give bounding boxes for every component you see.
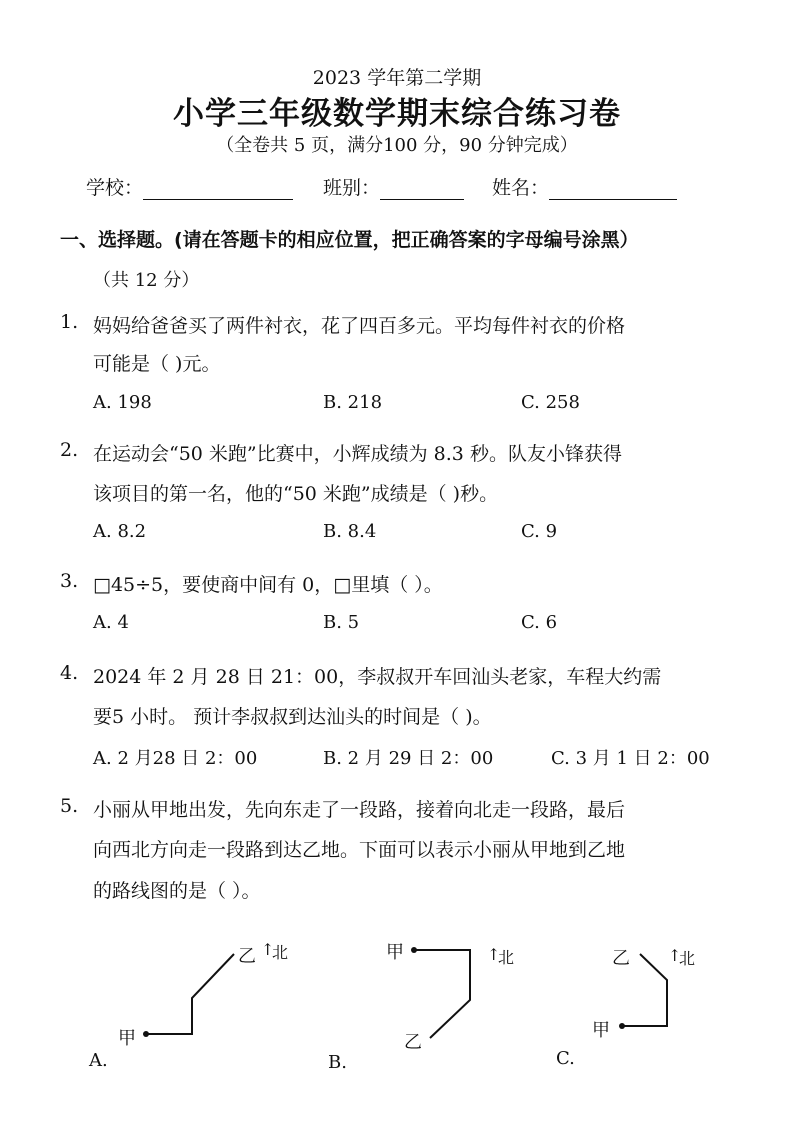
question-text: 妈妈给爸爸买了两件衬衣，花了四百多元。平均每件衬衣的价格 <box>93 315 626 337</box>
label-jia-b: 甲 <box>386 942 404 963</box>
north-label-c: 北 <box>679 949 696 968</box>
question-number: 5. <box>60 795 79 817</box>
question-text: 可能是（ )元。 <box>93 353 221 375</box>
option-b[interactable]: B. 8.4 <box>323 521 377 542</box>
exam-title: 小学三年级数学期末综合练习卷 <box>173 96 621 132</box>
exam-subtitle: （全卷共 5 页，满分100 分，90 分钟完成） <box>216 135 578 156</box>
class-label: 班别： <box>323 177 381 199</box>
question-text: 在运动会“50 米跑”比赛中，小辉成绩为 8.3 秒。队友小锋获得 <box>93 443 622 465</box>
north-arrow-icon: ↑ <box>668 946 682 965</box>
school-label: 学校： <box>86 177 144 199</box>
question-text: 该项目的第一名，他的“50 米跑”成绩是（ )秒。 <box>93 483 499 505</box>
option-b[interactable]: B. <box>328 1052 347 1073</box>
question-number: 4. <box>60 662 79 684</box>
exam-term: 2023 学年第二学期 <box>312 67 482 89</box>
north-label-a: 北 <box>272 943 289 962</box>
option-a[interactable]: A. 8.2 <box>93 521 147 542</box>
name-label: 姓名： <box>492 177 550 199</box>
question-text: 要5 小时。 预计李叔叔到达汕头的时间是（ )。 <box>93 706 492 728</box>
question-number: 1. <box>60 311 79 333</box>
section-title: 一、选择题。(请在答题卡的相应位置，把正确答案的字母编号涂黑） <box>60 229 639 251</box>
label-yi-a: 乙 <box>238 946 256 967</box>
question-text: 2024 年 2 月 28 日 21：00，李叔叔开车回汕头老家，车程大约需 <box>93 666 662 688</box>
question-text: □45÷5，要使商中间有 0，□里填（ ）。 <box>93 574 443 596</box>
north-label-b: 北 <box>498 948 515 967</box>
option-a[interactable]: A. 2 月28 日 2：00 <box>93 748 258 769</box>
start-point-c <box>619 1023 625 1029</box>
option-c[interactable]: C. 3 月 1 日 2：00 <box>551 748 710 769</box>
option-b[interactable]: B. 2 月 29 日 2：00 <box>323 748 494 769</box>
question-text: 的路线图的是（ ）。 <box>93 880 261 902</box>
label-jia-a: 甲 <box>118 1028 136 1049</box>
section-score: （共 12 分） <box>93 270 200 291</box>
route-diagram-a[interactable] <box>143 954 234 1037</box>
start-point-a <box>143 1031 149 1037</box>
option-c[interactable]: C. 258 <box>521 392 580 413</box>
option-a[interactable]: A. <box>89 1050 108 1071</box>
option-c[interactable]: C. 6 <box>521 612 558 633</box>
name-field[interactable] <box>549 179 677 200</box>
option-a[interactable]: A. 198 <box>93 392 152 413</box>
option-b[interactable]: B. 218 <box>323 392 383 413</box>
route-path-b <box>414 950 470 1038</box>
option-a[interactable]: A. 4 <box>93 612 129 633</box>
north-arrow-icon: ↑ <box>487 945 501 964</box>
route-diagram-b[interactable] <box>411 947 470 1038</box>
label-yi-c: 乙 <box>612 948 630 969</box>
question-number: 3. <box>60 570 79 592</box>
class-field[interactable] <box>380 179 464 200</box>
option-c[interactable]: C. <box>556 1048 575 1069</box>
question-number: 2. <box>60 439 79 461</box>
label-yi-b: 乙 <box>404 1032 422 1053</box>
question-text: 小丽从甲地出发，先向东走了一段路，接着向北走一段路，最后 <box>93 799 626 821</box>
north-arrow-icon: ↑ <box>261 940 275 959</box>
option-b[interactable]: B. 5 <box>323 612 360 633</box>
option-c[interactable]: C. 9 <box>521 521 558 542</box>
route-path-a <box>146 954 234 1034</box>
start-point-b <box>411 947 417 953</box>
student-info-fields <box>86 173 695 200</box>
question-text: 向西北方向走一段路到达乙地。下面可以表示小丽从甲地到乙地 <box>93 839 626 861</box>
school-field[interactable] <box>143 179 293 200</box>
label-jia-c: 甲 <box>592 1020 610 1041</box>
